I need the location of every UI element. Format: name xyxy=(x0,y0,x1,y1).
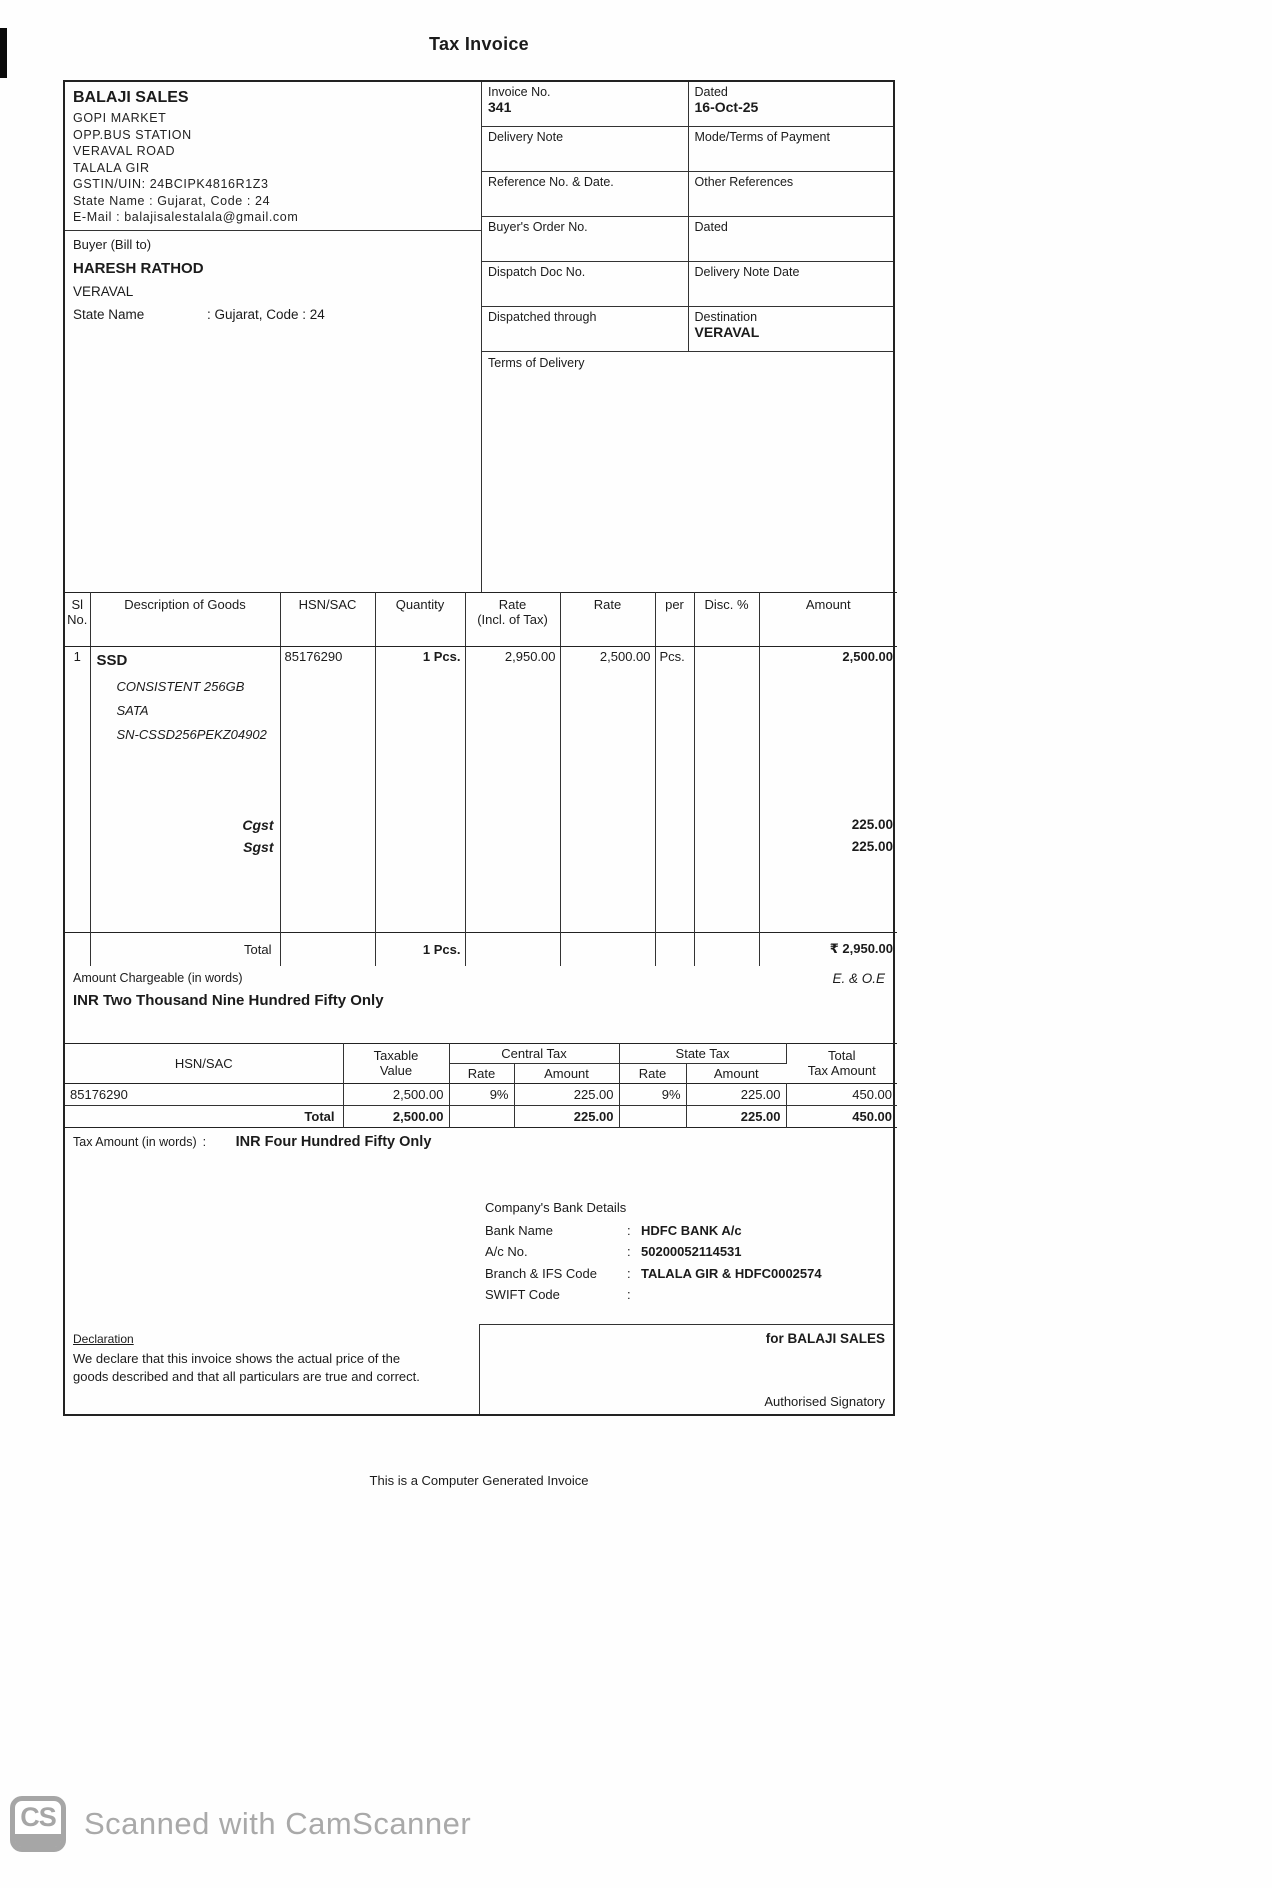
buyer-state-label: State Name xyxy=(73,306,145,322)
tax-total-central: 225.00 xyxy=(514,1105,619,1127)
colon: : xyxy=(202,1134,207,1149)
meta-cell-dispatch-doc xyxy=(482,262,688,306)
meta-label: Terms of Delivery xyxy=(488,356,585,370)
meta-label: Delivery Note xyxy=(488,130,564,144)
tax-amount-in-words: INR Four Hundred Fifty Only xyxy=(235,1133,432,1150)
tax-line-names xyxy=(90,812,280,867)
branch-ifs-label: Branch & IFS Code xyxy=(485,1265,597,1281)
terms-of-delivery-cell xyxy=(482,352,893,592)
item-quantity: 1 Pcs. xyxy=(375,647,465,812)
bank-details-block xyxy=(485,1200,893,1324)
camscanner-logo-icon xyxy=(10,1796,66,1852)
col-per: per xyxy=(655,593,694,647)
col-quantity: Quantity xyxy=(375,593,465,647)
meta-cell-dispatched-through xyxy=(482,307,688,351)
meta-row xyxy=(482,82,893,127)
account-no-label: A/c No. xyxy=(485,1244,528,1259)
buyer-block xyxy=(65,231,481,322)
meta-value xyxy=(695,279,888,295)
meta-row xyxy=(482,307,893,352)
state-amount: 225.00 xyxy=(686,1083,786,1105)
bank-row xyxy=(485,1220,893,1242)
parties-column xyxy=(65,82,482,592)
camscanner-watermark xyxy=(10,1796,471,1852)
seller-block xyxy=(65,82,481,231)
meta-cell-destination xyxy=(688,307,894,351)
col-rate: Rate xyxy=(560,593,655,647)
meta-row xyxy=(482,262,893,307)
tax-col-hsn: HSN/SAC xyxy=(65,1043,343,1083)
colon: : xyxy=(627,1265,631,1281)
colon: : xyxy=(627,1222,631,1238)
item-desc-line: CONSISTENT 256GB SATA xyxy=(116,679,245,718)
seller-address-line: OPP.BUS STATION xyxy=(73,127,192,142)
total-quantity: 1 Pcs. xyxy=(375,933,465,966)
page-title: Tax Invoice xyxy=(428,34,529,54)
item-name: SSD xyxy=(96,652,128,669)
scan-edge-artifact xyxy=(0,28,7,78)
meta-value xyxy=(695,189,888,205)
buyer-name: HARESH RATHOD xyxy=(73,259,204,277)
meta-cell-delivery-note-date xyxy=(688,262,894,306)
state-rate: 9% xyxy=(619,1083,686,1105)
meta-value: 16-Oct-25 xyxy=(694,99,759,115)
seller-address-line: GOPI MARKET xyxy=(73,111,167,125)
meta-cell-delivery-note xyxy=(482,127,688,171)
sgst-amount: 225.00 xyxy=(851,838,893,854)
bank-name-label: Bank Name xyxy=(485,1222,553,1238)
seller-address-line: VERAVAL ROAD xyxy=(73,144,176,158)
tax-total-row xyxy=(65,1105,897,1127)
meta-row xyxy=(482,172,893,217)
tax-total-label: Total xyxy=(65,1105,343,1127)
seller-name: BALAJI SALES xyxy=(73,89,189,106)
footer-section xyxy=(65,1324,893,1414)
item-hsn: 85176290 xyxy=(280,647,375,812)
tax-data-row xyxy=(65,1083,897,1105)
amount-in-words: INR Two Thousand Nine Hundred Fifty Only xyxy=(73,991,384,1009)
signature-box xyxy=(479,1324,893,1414)
meta-label: Dated xyxy=(694,220,728,234)
meta-row xyxy=(482,127,893,172)
central-rate: 9% xyxy=(449,1083,514,1105)
tax-total-state: 225.00 xyxy=(686,1105,786,1127)
swift-code-label: SWIFT Code xyxy=(485,1287,560,1302)
col-hsn: HSN/SAC xyxy=(280,593,375,647)
account-no-value: 50200052114531 xyxy=(641,1244,742,1259)
meta-label: Destination xyxy=(694,310,758,324)
item-disc xyxy=(694,647,759,812)
tax-line-amounts xyxy=(759,812,897,867)
tax-words-label: Tax Amount (in words) xyxy=(73,1134,197,1149)
colon: : xyxy=(627,1244,631,1259)
meta-value: VERAVAL xyxy=(694,324,760,340)
filler-row xyxy=(65,867,897,933)
col-amount: Amount xyxy=(759,593,897,647)
meta-label: Delivery Note Date xyxy=(694,265,800,279)
item-per: Pcs. xyxy=(655,647,694,812)
bank-name-value: HDFC BANK A/c xyxy=(641,1222,742,1238)
tax-header-row1 xyxy=(65,1043,897,1063)
tax-col-central: Central Tax xyxy=(449,1043,619,1063)
items-table xyxy=(65,592,897,966)
bank-row xyxy=(485,1284,893,1306)
item-description xyxy=(90,647,280,812)
amount-chargeable-label: Amount Chargeable (in words) xyxy=(73,970,243,985)
tax-col-state: State Tax xyxy=(619,1043,786,1063)
col-disc: Disc. % xyxy=(694,593,759,647)
meta-label: Other References xyxy=(694,175,794,189)
meta-label: Reference No. & Date. xyxy=(488,175,614,189)
meta-label: Dated xyxy=(694,85,728,99)
meta-label: Invoice No. xyxy=(488,85,551,99)
sgst-label: Sgst xyxy=(243,838,274,855)
meta-label: Buyer's Order No. xyxy=(488,220,588,234)
items-total-row xyxy=(65,933,897,966)
buyer-section-label: Buyer (Bill to) xyxy=(73,236,152,252)
buyer-city: VERAVAL xyxy=(73,283,134,299)
tax-col-taxable: Taxable Value xyxy=(343,1043,449,1083)
bank-row xyxy=(485,1241,893,1263)
tax-taxable-value: 2,500.00 xyxy=(343,1083,449,1105)
meta-value xyxy=(695,234,888,250)
item-amount: 2,500.00 xyxy=(842,649,893,664)
central-amount: 225.00 xyxy=(514,1083,619,1105)
buyer-state-value: : Gujarat, Code : 24 xyxy=(207,306,325,322)
items-header-row xyxy=(65,593,897,647)
meta-cell-other-references xyxy=(688,172,894,216)
meta-value xyxy=(488,234,682,250)
tax-total-taxable: 2,500.00 xyxy=(343,1105,449,1127)
seller-gstin: GSTIN/UIN: 24BCIPK4816R1Z3 xyxy=(73,177,269,191)
tax-words-section xyxy=(65,1128,893,1164)
authorised-signatory-label: Authorised Signatory xyxy=(764,1393,885,1409)
meta-label: Dispatch Doc No. xyxy=(488,265,586,279)
state-rate-col: Rate xyxy=(619,1063,686,1083)
invoice-meta-grid xyxy=(482,82,893,592)
seller-state: State Name : Gujarat, Code : 24 xyxy=(73,193,271,208)
meta-cell-dated xyxy=(688,82,894,126)
meta-cell-order-dated xyxy=(688,217,894,261)
item-rate-incl: 2,950.00 xyxy=(465,647,560,812)
tax-col-total: Total Tax Amount xyxy=(807,1048,876,1078)
camscanner-logo-text: CS xyxy=(20,1802,56,1832)
buyer-state-line xyxy=(73,307,471,322)
cgst-amount: 225.00 xyxy=(851,816,893,832)
item-sl: 1 xyxy=(65,647,90,812)
tax-hsn: 85176290 xyxy=(65,1083,343,1105)
branch-ifs-value: TALALA GIR & HDFC0002574 xyxy=(641,1265,822,1281)
declaration-text: We declare that this invoice shows the actual price of the goods described and that all particulars are true and correct. xyxy=(73,1350,420,1384)
tax-total-overall: 450.00 xyxy=(786,1105,897,1127)
declaration-block xyxy=(65,1324,479,1414)
meta-value xyxy=(488,279,682,295)
amount-chargeable-section xyxy=(65,966,893,1043)
meta-value xyxy=(695,144,888,160)
col-sl-no: Sl No. xyxy=(65,593,90,647)
central-rate-col: Rate xyxy=(449,1063,514,1083)
total-label: Total xyxy=(90,933,280,966)
state-amount-col: Amount xyxy=(713,1065,759,1081)
item-row xyxy=(65,647,897,812)
computer-generated-note: This is a Computer Generated Invoice xyxy=(369,1473,589,1488)
meta-cell-buyers-order xyxy=(482,217,688,261)
meta-value xyxy=(488,189,682,205)
col-rate-incl: Rate (Incl. of Tax) xyxy=(465,593,560,647)
meta-cell-payment-terms xyxy=(688,127,894,171)
grand-total-amount: ₹ 2,950.00 xyxy=(759,933,897,966)
meta-cell-invoice-no xyxy=(482,82,688,126)
tax-summary-table xyxy=(65,1043,897,1128)
meta-cell-reference xyxy=(482,172,688,216)
camscanner-logo-bar xyxy=(15,1834,61,1847)
colon: : xyxy=(627,1287,631,1302)
seller-email: E-Mail : balajisalestalala@gmail.com xyxy=(73,210,299,224)
tax-lines-row xyxy=(65,812,897,867)
meta-label: Dispatched through xyxy=(488,310,597,324)
col-description: Description of Goods xyxy=(90,593,280,647)
central-amount-col: Amount xyxy=(514,1063,619,1083)
meta-row xyxy=(482,217,893,262)
for-company-label: for BALAJI SALES xyxy=(765,1330,885,1346)
meta-value: 341 xyxy=(488,99,512,115)
item-serial-line: SN-CSSD256PEKZ04902 xyxy=(116,727,267,742)
eoe-note: E. & O.E xyxy=(832,970,885,986)
invoice-box xyxy=(63,80,895,1416)
item-rate: 2,500.00 xyxy=(560,647,655,812)
bank-row xyxy=(485,1263,893,1285)
cgst-label: Cgst xyxy=(242,816,274,833)
camscanner-label: Scanned with CamScanner xyxy=(84,1806,472,1841)
total-tax-amount: 450.00 xyxy=(852,1086,893,1102)
meta-label: Mode/Terms of Payment xyxy=(694,130,830,144)
meta-value xyxy=(488,324,682,340)
meta-value xyxy=(488,144,682,160)
header-section xyxy=(65,82,893,592)
seller-address-line: TALALA GIR xyxy=(73,160,150,175)
bank-details-title: Company's Bank Details xyxy=(485,1199,627,1215)
declaration-title: Declaration xyxy=(73,1331,134,1346)
